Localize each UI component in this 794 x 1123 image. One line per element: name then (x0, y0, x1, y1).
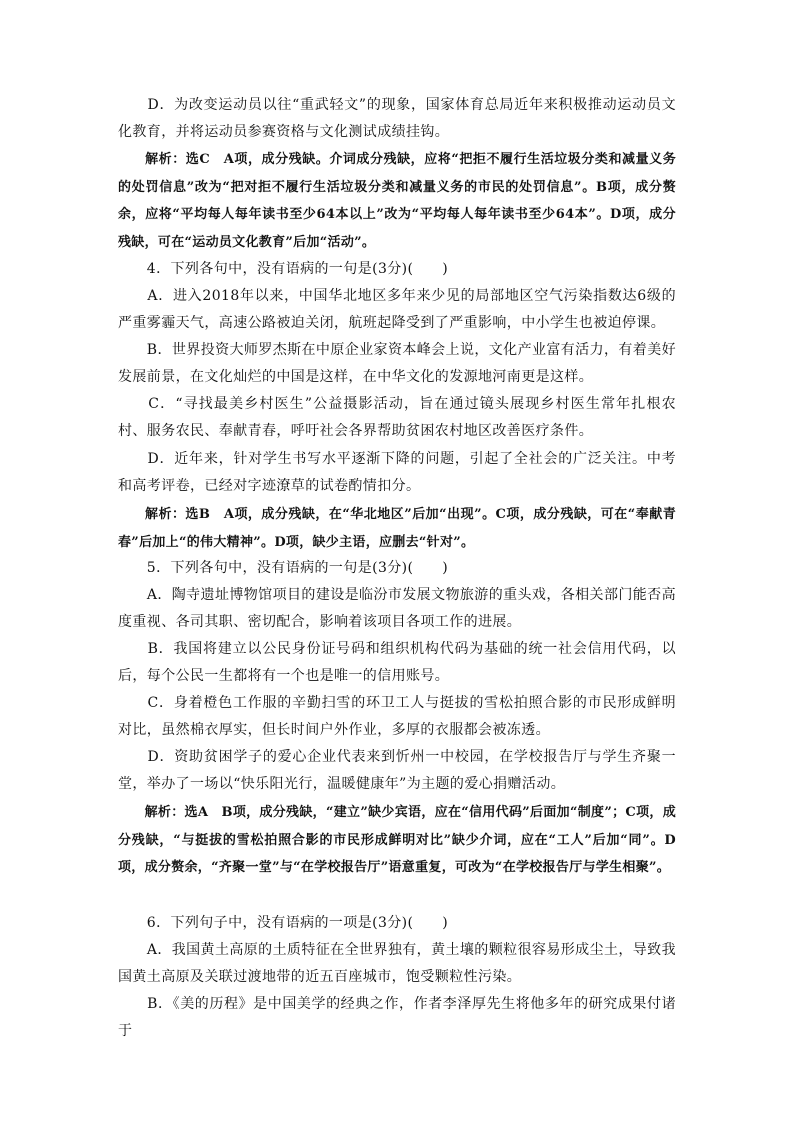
option-c-q5: C．身着橙色工作服的辛勤扫雪的环卫工人与挺拔的雪松拍照合影的市民形成鲜明对比，虽然棉衣厚实，但长时间户外作业，多厚的衣服都会被冻透。 (118, 695, 676, 739)
option-b-q5: B．我国将建立以公民身份证号码和组织机构代码为基础的统一社会信用代码，以后，每个公民一生都将有一个也是唯一的信用账号。 (118, 641, 676, 685)
answer-analysis-q4: 解析：选B A项，成分残缺，在“华北地区”后加“出现”。C项，成分残缺，可在“奉献青春”后加上“的伟大精神”。D项，缺少主语，应删去“针对”。 (118, 507, 676, 550)
answer-analysis-q3: 解析：选C A项，成分残缺。介词成分残缺，应将“把拒不履行生活垃圾分类和减量义务的处罚信息”改为“把对拒不履行生活垃圾分类和减量义务的市民的处罚信息”。B项，成分赘余，应将“平均每人每年读书至少64本以上”改为“平均每人每年读书至少64本”。D项，成分残缺，可在“运动员文化教育”后加“活动”。 (118, 152, 676, 250)
option-b-q4: B．世界投资大师罗杰斯在中原企业家资本峰会上说，文化产业富有活力，有着美好发展前景，在文化灿烂的中国是这样，在中华文化的发源地河南更是这样。 (118, 342, 676, 386)
answer-analysis-q5: 解析：选A B项，成分残缺，“建立”缺少宾语，应在“信用代码”后面加“制度”；C项，成分残缺，“与挺拔的雪松拍照合影的市民形成鲜明对比”缺少介词，应在“工人”后加“同”。D项，成分赘余，“齐聚一堂”与“在学校报告厅”语意重复，可改为“在学校报告厅与学生相聚”。 (118, 805, 676, 876)
question-6: 6．下列句子中，没有语病的一项是(3分)( ) (118, 915, 449, 931)
option-c-q4: C．“寻找最美乡村医生”公益摄影活动，旨在通过镜头展现乡村医生常年扎根农村、服务农民、奉献青春，呼吁社会各界帮助贫困农村地区改善医疗条件。 (118, 396, 676, 440)
option-d-q4: D．近年来，针对学生书写水平逐渐下降的问题，引起了全社会的广泛关注。中考和高考评卷，已经对字迹潦草的试卷酌情扣分。 (118, 451, 676, 495)
question-5: 5．下列各句中，没有语病的一句是(3分)( ) (118, 560, 449, 576)
option-b-q6: B．《美的历程》是中国美学的经典之作，作者李泽厚先生将他多年的研究成果付诸于 (118, 996, 676, 1040)
option-a-q4: A．进入2018年以来，中国华北地区多年来少见的局部地区空气污染指数达6级的严重雾霾天气，高速公路被迫关闭，航班起降受到了严重影响，中小学生也被迫停课。 (118, 288, 676, 332)
option-a-q5: A．陶寺遗址博物馆项目的建设是临汾市发展文物旅游的重头戏，各相关部门能否高度重视、各司其职、密切配合，影响着该项目各项工作的进展。 (118, 587, 676, 631)
question-4: 4．下列各句中，没有语病的一句是(3分)( ) (118, 261, 449, 277)
option-d-q3: D．为改变运动员以往“重武轻文”的现象，国家体育总局近年来积极推动运动员文化教育，并将运动员参赛资格与文化测试成绩挂钩。 (118, 97, 676, 141)
option-a-q6: A．我国黄土高原的土质特征在全世界独有，黄土壤的颗粒很容易形成尘土，导致我国黄土高原及关联过渡地带的近五百座城市，饱受颗粒性污染。 (118, 942, 676, 986)
option-d-q5: D．资助贫困学子的爱心企业代表来到忻州一中校园，在学校报告厅与学生齐聚一堂，举办了一场以“快乐阳光行，温暖健康年”为主题的爱心捐赠活动。 (118, 749, 676, 793)
